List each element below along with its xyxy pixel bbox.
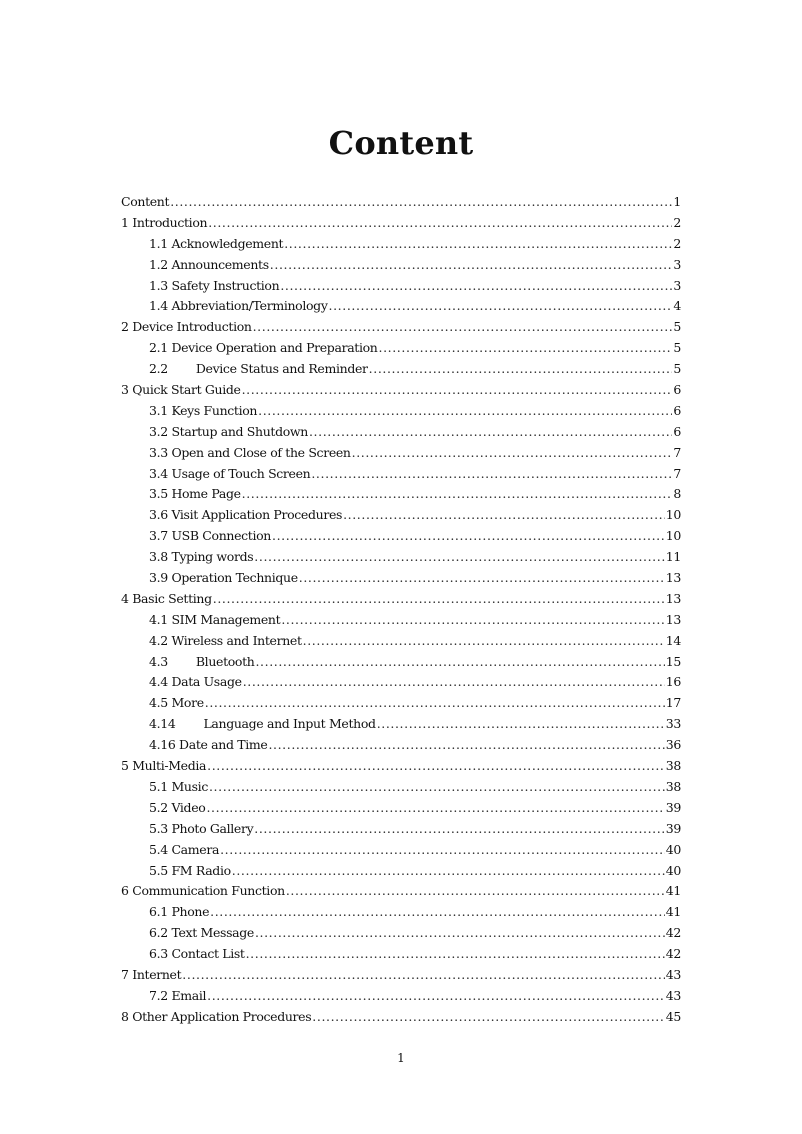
toc-entry-text: 3.2 Startup and Shutdown bbox=[149, 423, 308, 439]
toc-entry-page: 43 bbox=[665, 987, 681, 1003]
toc-entry-text: 1.2 Announcements bbox=[149, 256, 269, 272]
toc-entry-text: 6.3 Contact List bbox=[149, 946, 245, 962]
toc-entry-label bbox=[121, 194, 169, 209]
toc-entry-label bbox=[121, 758, 206, 773]
toc-entry-page: 2 bbox=[673, 235, 681, 251]
toc-dot-leader bbox=[246, 946, 665, 961]
toc-dot-leader bbox=[210, 904, 665, 919]
toc-entry-page: 41 bbox=[665, 883, 681, 899]
toc-dot-leader bbox=[253, 319, 673, 334]
toc-entry-label bbox=[149, 737, 267, 752]
toc-entry-text: 4.16 Date and Time bbox=[149, 737, 268, 753]
page-number: 1 bbox=[397, 1051, 405, 1065]
toc-entry-page: 6 bbox=[673, 423, 681, 439]
toc-entry-page: 2 bbox=[673, 214, 681, 230]
toc-entry-text: 6.1 Phone bbox=[149, 904, 210, 920]
toc-dot-leader bbox=[280, 278, 672, 293]
toc-entry-page: 36 bbox=[665, 737, 681, 753]
toc-entry[interactable] bbox=[121, 612, 681, 633]
toc-dot-leader bbox=[309, 424, 672, 439]
toc-entry-page: 5 bbox=[673, 319, 681, 335]
toc-entry-label bbox=[149, 340, 378, 355]
toc-dot-leader bbox=[254, 821, 665, 836]
toc-entry-page: 6 bbox=[673, 402, 681, 418]
toc-dot-leader bbox=[284, 236, 672, 251]
toc-dot-leader bbox=[182, 967, 664, 982]
toc-entry[interactable] bbox=[121, 361, 681, 382]
toc-entry-text: 7 Internet bbox=[121, 966, 182, 982]
toc-entry-label bbox=[121, 382, 241, 397]
toc-entry[interactable] bbox=[121, 257, 681, 278]
toc-dot-leader bbox=[352, 445, 673, 460]
toc-dot-leader bbox=[170, 194, 672, 209]
toc-entry-page: 7 bbox=[673, 444, 681, 460]
toc-entry[interactable] bbox=[121, 925, 681, 946]
toc-dot-leader bbox=[220, 842, 665, 857]
toc-entry-label bbox=[149, 361, 368, 376]
toc-dot-leader bbox=[207, 758, 665, 773]
toc-entry-text: 2 Device Introduction bbox=[121, 319, 252, 335]
toc-entry-text: Device Status and Reminder bbox=[195, 361, 368, 377]
toc-dot-leader bbox=[207, 988, 665, 1003]
toc-entry[interactable] bbox=[121, 967, 681, 988]
toc-entry-label bbox=[149, 403, 257, 418]
toc-entry[interactable] bbox=[121, 549, 681, 570]
toc-entry-text: 5.5 FM Radio bbox=[149, 862, 231, 878]
toc-dot-leader bbox=[270, 257, 673, 272]
toc-entry[interactable] bbox=[121, 445, 681, 466]
toc-dot-leader bbox=[369, 361, 673, 376]
toc-entry[interactable] bbox=[121, 758, 681, 779]
toc-dot-leader bbox=[303, 633, 665, 648]
toc-entry[interactable] bbox=[121, 236, 681, 257]
toc-entry[interactable] bbox=[121, 403, 681, 424]
toc-entry-page: 13 bbox=[665, 590, 681, 606]
toc-dot-leader bbox=[258, 403, 672, 418]
toc-entry-page: 17 bbox=[665, 695, 681, 711]
toc-entry-text: 3.4 Usage of Touch Screen bbox=[149, 465, 311, 481]
toc-dot-leader bbox=[377, 716, 665, 731]
toc-dot-leader bbox=[255, 654, 664, 669]
toc-entry-text: 4.1 SIM Management bbox=[149, 611, 281, 627]
toc-entry-label bbox=[149, 925, 254, 940]
toc-entry-text: 4.2 Wireless and Internet bbox=[149, 632, 302, 648]
toc-entry-label bbox=[149, 528, 271, 543]
toc-entry[interactable] bbox=[121, 528, 681, 549]
toc-entry-label bbox=[149, 716, 376, 731]
toc-entry-label bbox=[149, 466, 310, 481]
table-of-contents bbox=[121, 194, 681, 1030]
toc-entry-label bbox=[149, 821, 253, 836]
toc-entry-label bbox=[149, 257, 269, 272]
toc-dot-leader bbox=[213, 591, 665, 606]
toc-entry-number: 2.2 bbox=[149, 361, 168, 377]
toc-entry-page: 39 bbox=[665, 820, 681, 836]
toc-entry-page: 38 bbox=[665, 758, 681, 774]
toc-entry-label bbox=[149, 695, 204, 710]
toc-entry[interactable] bbox=[121, 424, 681, 445]
toc-entry-label bbox=[149, 612, 280, 627]
toc-entry-text: 5.4 Camera bbox=[149, 841, 220, 857]
toc-entry[interactable] bbox=[121, 883, 681, 904]
toc-entry-label bbox=[149, 674, 242, 689]
toc-entry[interactable] bbox=[121, 215, 681, 236]
toc-entry-label bbox=[149, 445, 351, 460]
toc-entry[interactable] bbox=[121, 863, 681, 884]
toc-entry-text: 5.2 Video bbox=[149, 799, 206, 815]
toc-entry-text: 3.7 USB Connection bbox=[149, 528, 271, 544]
toc-entry[interactable] bbox=[121, 194, 681, 215]
toc-entry-text: 6.2 Text Message bbox=[149, 925, 254, 941]
toc-entry-text: 4.4 Data Usage bbox=[149, 674, 242, 690]
toc-entry[interactable] bbox=[121, 298, 681, 319]
toc-dot-leader bbox=[243, 674, 665, 689]
toc-dot-leader bbox=[254, 549, 664, 564]
toc-entry-label bbox=[149, 946, 245, 961]
toc-dot-leader bbox=[255, 925, 665, 940]
toc-entry-page: 14 bbox=[665, 632, 681, 648]
toc-entry-page: 1 bbox=[673, 194, 681, 209]
toc-entry[interactable] bbox=[121, 486, 681, 507]
toc-entry-text: 3.1 Keys Function bbox=[149, 402, 258, 418]
toc-entry-page: 11 bbox=[665, 549, 681, 565]
toc-entry-label bbox=[149, 863, 231, 878]
toc-entry[interactable] bbox=[121, 904, 681, 925]
toc-dot-leader bbox=[242, 382, 673, 397]
toc-entry-label bbox=[149, 800, 205, 815]
toc-entry-text: Content bbox=[121, 194, 170, 209]
toc-dot-leader bbox=[206, 800, 664, 815]
toc-dot-leader bbox=[209, 779, 665, 794]
toc-entry-page: 40 bbox=[665, 862, 681, 878]
toc-entry[interactable] bbox=[121, 591, 681, 612]
toc-entry-page: 7 bbox=[673, 465, 681, 481]
toc-entry[interactable] bbox=[121, 737, 681, 758]
toc-entry-page: 45 bbox=[665, 1008, 681, 1024]
toc-entry[interactable] bbox=[121, 946, 681, 967]
toc-dot-leader bbox=[312, 1009, 664, 1024]
toc-entry-label bbox=[121, 967, 181, 982]
toc-entry-page: 15 bbox=[665, 653, 681, 669]
toc-entry[interactable] bbox=[121, 1009, 681, 1030]
toc-entry-text: 1.1 Acknowledgement bbox=[149, 235, 284, 251]
toc-entry-page: 43 bbox=[665, 966, 681, 982]
toc-entry-label bbox=[121, 1009, 311, 1024]
toc-dot-leader bbox=[343, 507, 665, 522]
toc-entry-page: 38 bbox=[665, 778, 681, 794]
toc-entry[interactable] bbox=[121, 654, 681, 675]
toc-entry-page: 8 bbox=[673, 486, 681, 502]
toc-entry-label bbox=[121, 591, 212, 606]
toc-entry[interactable] bbox=[121, 319, 681, 340]
toc-entry-text: 3.9 Operation Technique bbox=[149, 570, 298, 586]
toc-dot-leader bbox=[379, 340, 673, 355]
toc-entry[interactable] bbox=[121, 695, 681, 716]
toc-entry-page: 6 bbox=[673, 382, 681, 398]
toc-entry-page: 39 bbox=[665, 799, 681, 815]
toc-dot-leader bbox=[205, 695, 665, 710]
toc-entry-text: 3.8 Typing words bbox=[149, 549, 254, 565]
toc-entry-label bbox=[149, 298, 328, 313]
toc-entry-page: 5 bbox=[673, 361, 681, 377]
toc-entry-text: 4 Basic Setting bbox=[121, 590, 212, 606]
toc-entry-number: 4.14 bbox=[149, 716, 176, 732]
toc-entry[interactable] bbox=[121, 842, 681, 863]
toc-entry[interactable] bbox=[121, 633, 681, 654]
toc-entry-label bbox=[149, 779, 208, 794]
toc-entry-page: 4 bbox=[673, 298, 681, 314]
toc-entry-label bbox=[149, 842, 219, 857]
toc-dot-leader bbox=[242, 486, 673, 501]
toc-entry-page: 13 bbox=[665, 570, 681, 586]
toc-entry-text: 4.5 More bbox=[149, 695, 204, 711]
toc-entry[interactable] bbox=[121, 340, 681, 361]
toc-entry-label bbox=[149, 278, 279, 293]
toc-entry-page: 16 bbox=[665, 674, 681, 690]
toc-entry-text: 8 Other Application Procedures bbox=[121, 1008, 312, 1024]
toc-entry-page: 3 bbox=[673, 256, 681, 272]
toc-entry-page: 41 bbox=[665, 904, 681, 920]
toc-entry[interactable] bbox=[121, 779, 681, 800]
toc-dot-leader bbox=[208, 215, 672, 230]
toc-entry-page: 13 bbox=[665, 611, 681, 627]
toc-entry-text: 7.2 Email bbox=[149, 987, 207, 1003]
toc-entry-label bbox=[149, 570, 298, 585]
toc-entry-text: 3.6 Visit Application Procedures bbox=[149, 507, 343, 523]
toc-entry-label bbox=[149, 654, 254, 669]
toc-entry-page: 42 bbox=[665, 925, 681, 941]
toc-dot-leader bbox=[311, 466, 672, 481]
toc-entry-number: 4.3 bbox=[149, 653, 168, 669]
toc-entry-text: Bluetooth bbox=[195, 653, 255, 669]
toc-entry[interactable] bbox=[121, 716, 681, 737]
toc-entry-text: Language and Input Method bbox=[203, 716, 376, 732]
toc-entry-page: 5 bbox=[673, 340, 681, 356]
toc-entry[interactable] bbox=[121, 382, 681, 403]
toc-entry-label bbox=[149, 633, 302, 648]
toc-entry-text: 5 Multi-Media bbox=[121, 758, 207, 774]
toc-entry-label bbox=[149, 486, 241, 501]
toc-dot-leader bbox=[281, 612, 664, 627]
toc-entry-label bbox=[121, 883, 285, 898]
toc-entry-label bbox=[149, 988, 206, 1003]
toc-entry-text: 5.1 Music bbox=[149, 778, 208, 794]
toc-entry[interactable] bbox=[121, 278, 681, 299]
toc-entry-label bbox=[149, 236, 283, 251]
toc-entry-text: 2.1 Device Operation and Preparation bbox=[149, 340, 378, 356]
toc-dot-leader bbox=[286, 883, 665, 898]
toc-dot-leader bbox=[268, 737, 664, 752]
toc-entry[interactable] bbox=[121, 507, 681, 528]
toc-dot-leader bbox=[329, 298, 673, 313]
toc-dot-leader bbox=[232, 863, 665, 878]
toc-entry-page: 10 bbox=[665, 507, 681, 523]
toc-entry-label bbox=[149, 507, 342, 522]
toc-dot-leader bbox=[272, 528, 665, 543]
toc-entry[interactable] bbox=[121, 988, 681, 1009]
toc-entry-text: 1 Introduction bbox=[121, 214, 208, 230]
toc-entry-label bbox=[149, 549, 253, 564]
toc-entry[interactable] bbox=[121, 570, 681, 591]
toc-entry[interactable] bbox=[121, 800, 681, 821]
toc-entry-text: 1.3 Safety Instruction bbox=[149, 277, 280, 293]
toc-entry-text: 1.4 Abbreviation/Terminology bbox=[149, 298, 328, 314]
toc-entry-page: 40 bbox=[665, 841, 681, 857]
toc-entry-text: 3.3 Open and Close of the Screen bbox=[149, 444, 351, 460]
toc-entry-page: 33 bbox=[665, 716, 681, 732]
toc-entry-text: 5.3 Photo Gallery bbox=[149, 820, 254, 836]
toc-entry[interactable] bbox=[121, 466, 681, 487]
toc-dot-leader bbox=[299, 570, 665, 585]
toc-entry-page: 10 bbox=[665, 528, 681, 544]
toc-entry-text: 3 Quick Start Guide bbox=[121, 382, 241, 398]
toc-entry[interactable] bbox=[121, 674, 681, 695]
toc-entry-label bbox=[121, 319, 252, 334]
toc-entry-text: 3.5 Home Page bbox=[149, 486, 241, 502]
toc-entry-page: 3 bbox=[673, 277, 681, 293]
toc-entry-label bbox=[121, 215, 207, 230]
toc-entry-label bbox=[149, 424, 308, 439]
toc-entry-text: 6 Communication Function bbox=[121, 883, 285, 899]
toc-entry[interactable] bbox=[121, 821, 681, 842]
toc-entry-label bbox=[149, 904, 209, 919]
page-title: Content bbox=[328, 124, 474, 162]
toc-entry-page: 42 bbox=[665, 946, 681, 962]
